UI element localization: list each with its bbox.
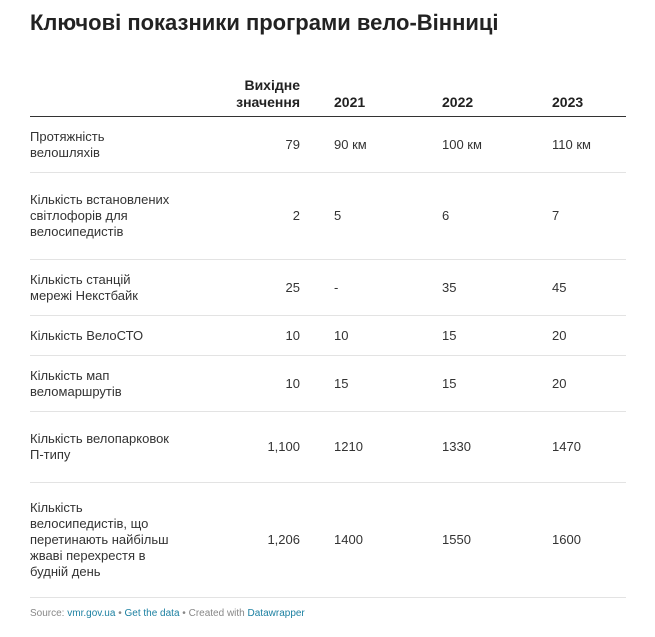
header-indicator xyxy=(30,66,184,117)
row-label: Кількість мап веломаршрутів xyxy=(30,356,184,412)
table-row xyxy=(30,356,626,412)
cell-2023: 1600 xyxy=(522,483,626,598)
table-header-row xyxy=(30,66,626,117)
footer xyxy=(30,608,305,619)
footer-separator: • xyxy=(115,608,125,619)
cell-2023: 7 xyxy=(522,173,626,260)
header-2023: 2023 xyxy=(522,66,626,117)
cell-2021: 1400 xyxy=(304,483,412,598)
cell-2022: 1550 xyxy=(412,483,522,598)
get-the-data-link[interactable]: Get the data xyxy=(124,608,180,619)
page-title: Ключові показники програми вело-Вінниці xyxy=(30,10,499,35)
indicators-table xyxy=(30,66,626,598)
cell-2022: 6 xyxy=(412,173,522,260)
cell-2022: 15 xyxy=(412,356,522,412)
cell-2021: 90 км xyxy=(304,117,412,173)
row-label: Кількість встановлених світлофорів для велосипедистів xyxy=(30,173,184,260)
cell-base: 2 xyxy=(184,173,304,260)
cell-base: 1,100 xyxy=(184,412,304,483)
source-link[interactable]: vmr.gov.ua xyxy=(67,608,116,619)
footer-separator: • xyxy=(179,608,189,619)
table-row xyxy=(30,260,626,316)
row-label: Кількість ВелоСТО xyxy=(30,316,184,356)
cell-2021: 15 xyxy=(304,356,412,412)
cell-2023: 45 xyxy=(522,260,626,316)
cell-2022: 35 xyxy=(412,260,522,316)
cell-2021: - xyxy=(304,260,412,316)
table-row xyxy=(30,316,626,356)
cell-2021: 1210 xyxy=(304,412,412,483)
cell-2023: 1470 xyxy=(522,412,626,483)
header-base-value: Вихідне значення xyxy=(184,66,304,117)
cell-2022: 100 км xyxy=(412,117,522,173)
row-label: Кількість велопарковок П-типу xyxy=(30,412,184,483)
created-prefix: Created with xyxy=(188,608,248,619)
cell-base: 10 xyxy=(184,356,304,412)
row-label: Кількість велосипедистів, що перетинають найбільш жваві перехрестя в будній день xyxy=(30,483,184,598)
cell-2022: 15 xyxy=(412,316,522,356)
cell-2023: 110 км xyxy=(522,117,626,173)
row-label: Протяжність велошляхів xyxy=(30,117,184,173)
datawrapper-link[interactable]: Datawrapper xyxy=(247,608,305,619)
source-prefix: Source: xyxy=(30,608,68,619)
row-label: Кількість станцій мережі Некстбайк xyxy=(30,260,184,316)
cell-2021: 10 xyxy=(304,316,412,356)
table-row xyxy=(30,483,626,598)
cell-base: 79 xyxy=(184,117,304,173)
table-row xyxy=(30,173,626,260)
cell-base: 10 xyxy=(184,316,304,356)
table-row xyxy=(30,117,626,173)
cell-2021: 5 xyxy=(304,173,412,260)
header-2021: 2021 xyxy=(304,66,412,117)
cell-base: 1,206 xyxy=(184,483,304,598)
cell-2022: 1330 xyxy=(412,412,522,483)
header-2022: 2022 xyxy=(412,66,522,117)
cell-base: 25 xyxy=(184,260,304,316)
cell-2023: 20 xyxy=(522,316,626,356)
table-row xyxy=(30,412,626,483)
cell-2023: 20 xyxy=(522,356,626,412)
